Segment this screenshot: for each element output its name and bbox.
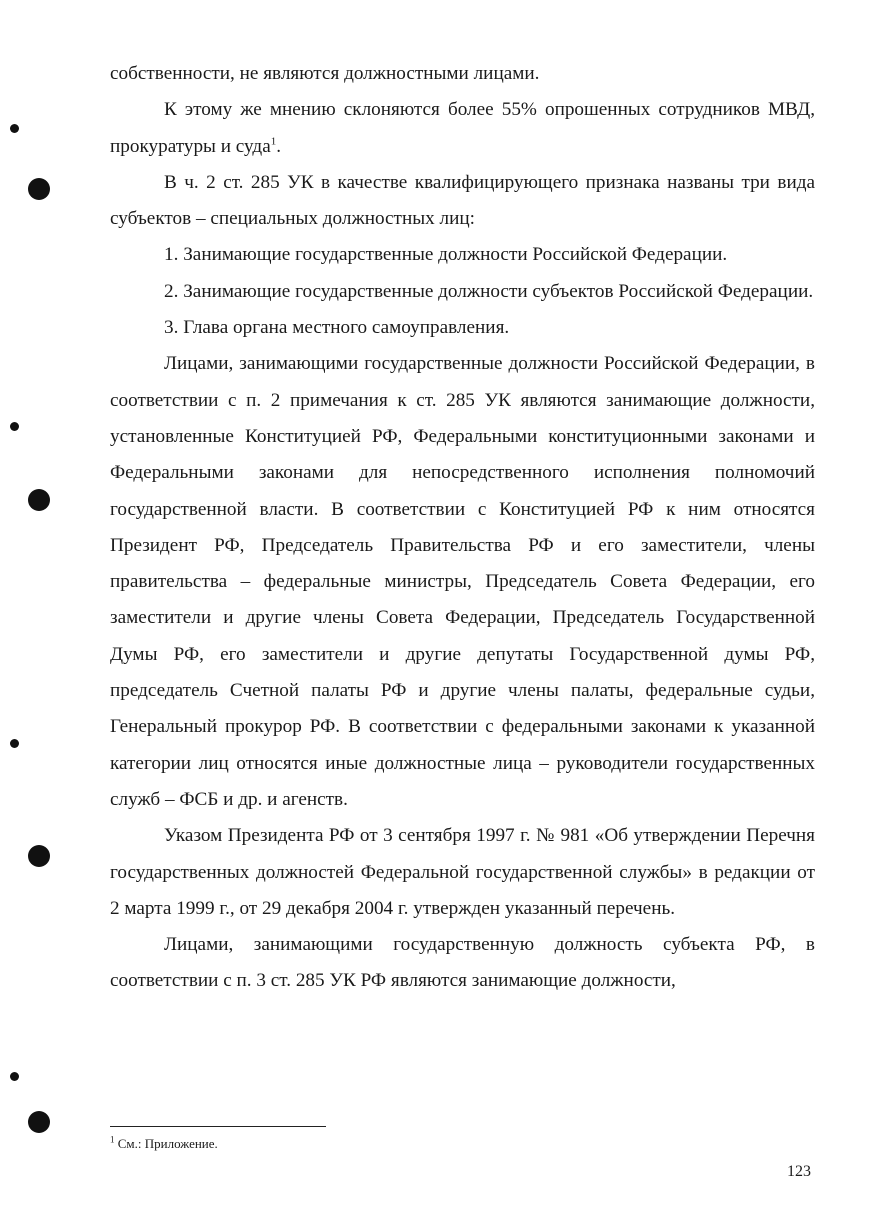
paragraph: собственности, не являются должностными лицами. xyxy=(110,63,540,84)
punch-hole xyxy=(28,845,50,867)
paragraph: Указом Президента РФ от 3 сентября 1997 г. № 981 «Об утверждении Перечня государственных должностей Федеральной государственной службы» в редакции от 2 марта 1999 г., от 29 декабря 2004 г. утвержден указанный перечень. xyxy=(110,825,815,919)
page-number: 123 xyxy=(787,1163,811,1180)
footnote: $^1$ См.: Приложение. xyxy=(110,1134,218,1151)
punch-hole xyxy=(10,124,19,133)
punch-hole xyxy=(10,422,19,431)
punch-hole xyxy=(10,1072,19,1081)
punch-hole xyxy=(10,739,19,748)
page-body xyxy=(110,56,815,1000)
paragraph: Лицами, занимающими государственную должность субъекта РФ, в соответствии с п. 3 ст. 285 УК РФ являются занимающие должности, xyxy=(110,934,815,992)
punch-hole xyxy=(28,1111,50,1133)
footnote-ref: 1 xyxy=(270,135,277,148)
paragraph: В ч. 2 ст. 285 УК в качестве квалифицирующего признака названы три вида субъектов – специальных должностных лиц: xyxy=(110,171,815,230)
list-item: 2. Занимающие государственные должности субъектов Российской Федерации. xyxy=(164,280,814,302)
punch-hole xyxy=(28,178,50,200)
list-item: 3. Глава органа местного самоуправления. xyxy=(164,317,510,339)
punch-hole xyxy=(28,489,50,511)
paragraph: К этому же мнению склоняются более 55% опрошенных сотрудников МВД, прокуратуры и суда$^1$. xyxy=(110,99,815,157)
list-item: 1. Занимающие государственные должности Российской Федерации. xyxy=(164,244,728,266)
footnote-divider xyxy=(110,1126,326,1127)
paragraph: Лицами, занимающими государственные должности Российской Федерации, в соответствии с п. 2 примечания к ст. 285 УК являются занимающие должности, установленные Конституцией РФ, Федеральными конституционными законами и Федеральными законами для непосредственного исполнения полномочий государственной власти. В соответствии с Конституцией РФ к ним относятся Президент РФ, Председатель Правительства РФ и его заместители, члены правительства – федеральные министры, Председатель Совета Федерации, его заместители и другие члены Совета Федерации, Председатель Государственной Думы РФ, его заместители и другие депутаты Государственной думы РФ, председатель Счетной палаты РФ и другие члены палаты, федеральные судьи, Генеральный прокурор РФ. В соответствии с федеральными законами к указанной категории лиц относятся иные должностные лица – руководители государственных служб – ФСБ и др. и агенств. xyxy=(110,353,815,810)
